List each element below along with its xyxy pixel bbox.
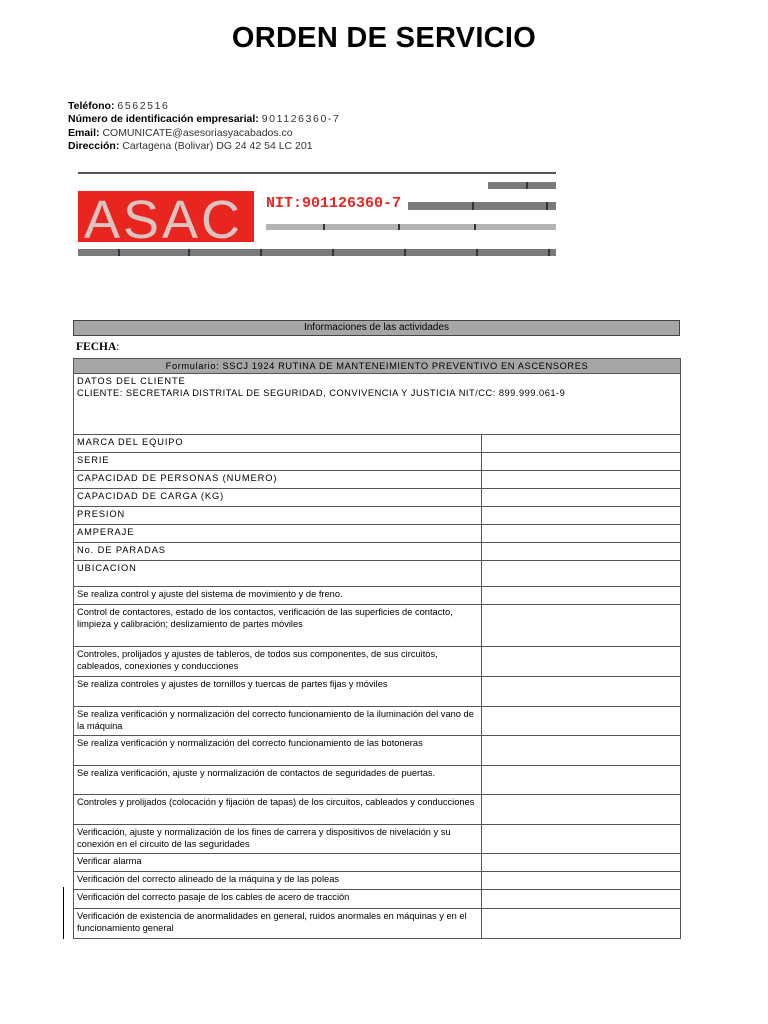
address-value: Cartagena (Bolivar) DG 24 42 54 LC 201 — [122, 139, 313, 152]
activity-label: Verificación del correcto alineado de la máquina y de las poleas — [74, 872, 482, 890]
equipment-field-label: UBICACION — [74, 561, 482, 587]
equipment-value-input[interactable] — [482, 507, 681, 525]
equipment-value-input[interactable] — [482, 489, 681, 507]
logo-text: ASAC — [84, 191, 244, 242]
client-data-cell — [74, 374, 681, 435]
nit-label: NIT:901126360-7 — [266, 195, 402, 212]
id-value: 901126360-7 — [261, 113, 341, 126]
phone-label: Teléfono: — [68, 100, 115, 112]
activity-label: Controles y prolijados (colocación y fijación de tapas) de los circuitos, cableados y conducciones — [74, 795, 482, 825]
banner-bar — [266, 224, 556, 230]
banner-tick — [323, 224, 325, 230]
equipment-value-input[interactable] — [482, 561, 681, 587]
banner-tick — [398, 224, 400, 230]
phone-row — [68, 100, 340, 113]
activity-check-input[interactable] — [482, 707, 681, 736]
fecha-colon: : — [116, 341, 120, 353]
equipment-field-label: MARCA DEL EQUIPO — [74, 435, 482, 453]
banner-tick — [118, 249, 120, 256]
activity-check-input[interactable] — [482, 605, 681, 647]
banner-tick — [476, 249, 478, 256]
asac-logo — [78, 191, 254, 242]
activity-label: Control de contactores, estado de los contactos, verificación de las superficies de contacto, limpieza y calibración; deslizamiento de partes móviles — [74, 605, 482, 647]
address-label: Dirección: — [68, 139, 120, 152]
activity-label: Se realiza verificación y normalización del correcto funcionamiento de la iluminación del vano de la máquina — [74, 707, 482, 736]
banner-bottom-bar — [78, 249, 556, 256]
banner-tick — [526, 182, 528, 189]
equipment-value-input[interactable] — [482, 453, 681, 471]
email-label: Email: — [68, 126, 100, 139]
id-label: Número de identificación empresarial: — [68, 113, 259, 126]
email-value: COMUNICATE@asesoriasyacabados.co — [102, 126, 293, 139]
equipment-field-label: CAPACIDAD DE CARGA (KG) — [74, 489, 482, 507]
banner-tick — [472, 202, 474, 210]
activity-check-input[interactable] — [482, 647, 681, 677]
banner-tick — [260, 249, 262, 256]
equipment-value-input[interactable] — [482, 543, 681, 561]
client-heading: DATOS DEL CLIENTE — [77, 376, 186, 386]
banner-tick — [474, 224, 476, 230]
id-row — [68, 113, 340, 126]
banner-tick — [332, 249, 334, 256]
equipment-value-input[interactable] — [482, 435, 681, 453]
margin-line — [63, 887, 64, 939]
activity-label: Se realiza control y ajuste del sistema de movimiento y de freno. — [74, 587, 482, 605]
activity-check-input[interactable] — [482, 890, 681, 909]
banner-tick — [546, 202, 548, 210]
equipment-field-label: No. DE PARADAS — [74, 543, 482, 561]
activity-label: Verificación del correcto pasaje de los cables de acero de tracción — [74, 890, 482, 909]
activities-header: Informaciones de las actividades — [73, 320, 680, 336]
activity-check-input[interactable] — [482, 587, 681, 605]
activity-check-input[interactable] — [482, 766, 681, 795]
activity-label: Verificación de existencia de anormalidades en general, ruidos anormales en máquinas y en el funcionamiento general — [74, 909, 482, 939]
equipment-field-label: CAPACIDAD DE PERSONAS (NUMERO) — [74, 471, 482, 489]
activity-check-input[interactable] — [482, 795, 681, 825]
equipment-value-input[interactable] — [482, 525, 681, 543]
address-row — [68, 140, 340, 153]
activity-label: Se realiza verificación, ajuste y normalización de contactos de seguridades de puertas. — [74, 766, 482, 795]
activity-label: Controles, prolijados y ajustes de tableros, de todos sus componentes, de sus circuitos, cableados, conexiones y conducciones — [74, 647, 482, 677]
equipment-field-label: SERIE — [74, 453, 482, 471]
activity-check-input[interactable] — [482, 825, 681, 854]
form-title: Formulario: SSCJ 1924 RUTINA DE MANTENEIMIENTO PREVENTIVO EN ASCENSORES — [74, 359, 681, 374]
fecha-row — [76, 341, 119, 353]
activity-label: Verificar alarma — [74, 854, 482, 872]
activity-check-input[interactable] — [482, 677, 681, 707]
activity-check-input[interactable] — [482, 872, 681, 890]
activity-check-input[interactable] — [482, 736, 681, 766]
banner-bar — [488, 182, 556, 189]
contact-block — [68, 100, 340, 153]
banner-tick — [188, 249, 190, 256]
activity-check-input[interactable] — [482, 854, 681, 872]
page-title: ORDEN DE SERVICIO — [231, 22, 537, 54]
maintenance-form-table — [73, 358, 681, 939]
phone-value: 6562516 — [117, 100, 170, 112]
banner-tick — [404, 249, 406, 256]
client-line: CLIENTE: SECRETARIA DISTRITAL DE SEGURIDAD, CONVIVENCIA Y JUSTICIA NIT/CC: 899.999.061-9 — [77, 388, 566, 398]
activity-label: Se realiza controles y ajustes de tornillos y tuercas de partes fijas y móviles — [74, 677, 482, 707]
banner-top-line — [78, 172, 556, 174]
equipment-value-input[interactable] — [482, 471, 681, 489]
fecha-label: FECHA — [76, 341, 117, 353]
banner-tick — [548, 249, 550, 256]
equipment-field-label: AMPERAJE — [74, 525, 482, 543]
company-logo-banner — [78, 172, 556, 258]
equipment-field-label: PRESION — [74, 507, 482, 525]
activity-label: Se realiza verificación y normalización del correcto funcionamiento de las botoneras — [74, 736, 482, 766]
activity-check-input[interactable] — [482, 909, 681, 939]
banner-bar — [408, 202, 556, 210]
email-row — [68, 127, 340, 140]
activity-label: Verificación, ajuste y normalización de los fines de carrera y dispositivos de nivelación y su conexión en el circuito de las seguridades — [74, 825, 482, 854]
